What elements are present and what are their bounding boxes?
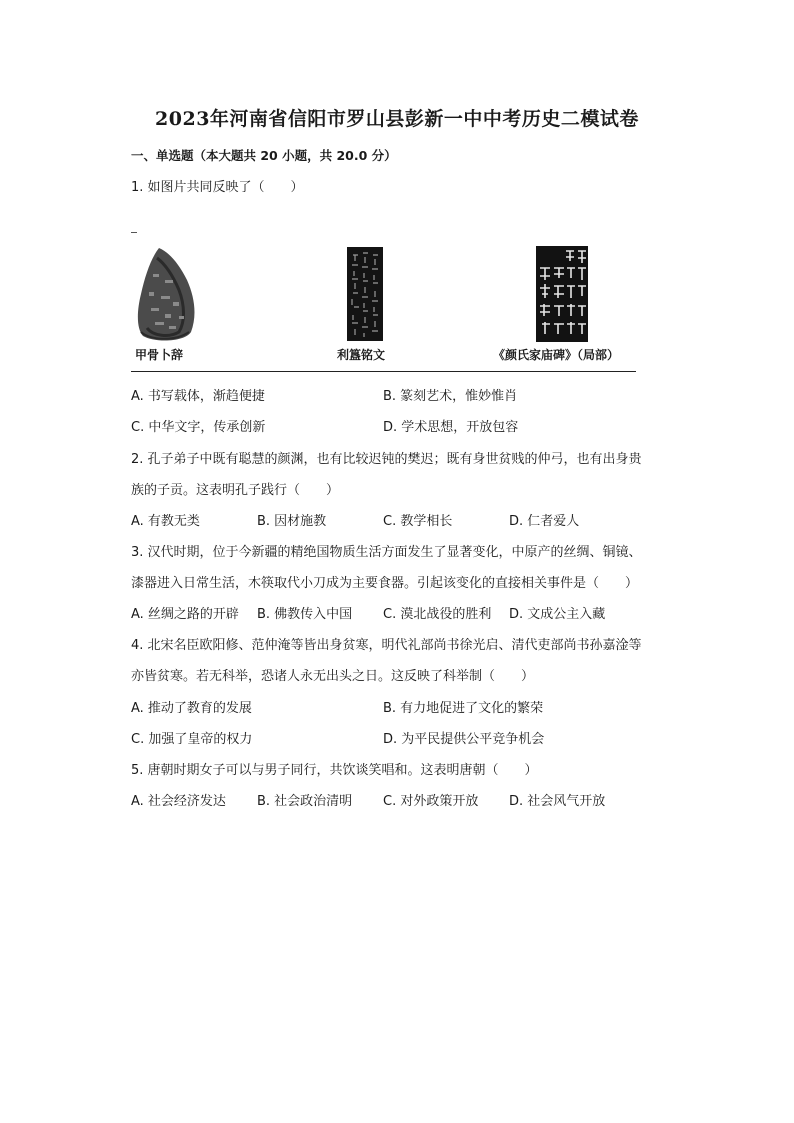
question-3-stem-line-1: 3. 汉代时期，位于今新疆的精绝国物质生活方面发生了显著变化，中原产的丝绸、铜镜、 xyxy=(131,545,642,560)
q5-option-b: B. 社会政治清明 xyxy=(257,794,353,809)
q4-option-c: C. 加强了皇帝的权力 xyxy=(131,732,253,747)
question-5-stem: 5. 唐朝时期女子可以与男子同行，共饮谈笑唱和。这表明唐朝（ ） xyxy=(131,763,538,778)
figure-caption-yan-stele: 《颜氏家庙碑》（局部） xyxy=(493,348,620,362)
question-2-stem-line-1: 2. 孔子弟子中既有聪慧的颜渊，也有比较迟钝的樊迟；既有身世贫贱的仲弓，也有出身贵 xyxy=(131,452,642,467)
section-heading: 一、单选题（本大题共 20 小题，共 20.0 分） xyxy=(131,148,397,163)
page-title: 2023年河南省信阳市罗山县彭新一中中考历史二模试卷 xyxy=(155,108,639,130)
q5-option-d: D. 社会风气开放 xyxy=(509,794,606,809)
q1-option-d: D. 学术思想，开放包容 xyxy=(383,420,519,435)
figure-baseline xyxy=(131,371,636,372)
q2-option-a: A. 有教无类 xyxy=(131,514,200,529)
question-4-stem-line-1: 4. 北宋名臣欧阳修、范仲淹等皆出身贫寒，明代礼部尚书徐光启、清代吏部尚书孙嘉淦等 xyxy=(131,638,642,653)
q1-option-b: B. 篆刻艺术，惟妙惟肖 xyxy=(383,389,518,404)
yan-stele-image xyxy=(536,246,588,342)
question-2-stem-line-2: 族的子贡。这表明孔子践行（ ） xyxy=(131,483,340,498)
figure-marker xyxy=(131,232,137,233)
q2-option-c: C. 教学相长 xyxy=(383,514,453,529)
q5-option-a: A. 社会经济发达 xyxy=(131,794,226,809)
question-1-stem: 1. 如图片共同反映了（ ） xyxy=(131,180,304,195)
question-1-figure-row xyxy=(131,232,636,374)
figure-caption-ligui: 利簋铭文 xyxy=(337,348,386,362)
q3-option-c: C. 漠北战役的胜利 xyxy=(383,607,492,622)
q4-option-a: A. 推动了教育的发展 xyxy=(131,701,252,716)
ligui-inscription-image xyxy=(347,247,383,341)
q1-option-c: C. 中华文字，传承创新 xyxy=(131,420,266,435)
question-4-stem-line-2: 亦皆贫寒。若无科举，恐诸人永无出头之日。这反映了科举制（ ） xyxy=(131,669,535,684)
q3-option-a: A. 丝绸之路的开辟 xyxy=(131,607,239,622)
question-3-stem-line-2: 漆器进入日常生活，木筷取代小刀成为主要食器。引起该变化的直接相关事件是（ ） xyxy=(131,576,639,591)
q4-option-b: B. 有力地促进了文化的繁荣 xyxy=(383,701,544,716)
oracle-bone-image xyxy=(135,246,197,344)
figure-caption-oracle: 甲骨卜辞 xyxy=(135,348,184,362)
q3-option-d: D. 文成公主入藏 xyxy=(509,607,606,622)
q3-option-b: B. 佛教传入中国 xyxy=(257,607,353,622)
q5-option-c: C. 对外政策开放 xyxy=(383,794,479,809)
q1-option-a: A. 书写载体，渐趋便捷 xyxy=(131,389,265,404)
q2-option-b: B. 因材施教 xyxy=(257,514,327,529)
q4-option-d: D. 为平民提供公平竞争机会 xyxy=(383,732,545,747)
q2-option-d: D. 仁者爱人 xyxy=(509,514,580,529)
